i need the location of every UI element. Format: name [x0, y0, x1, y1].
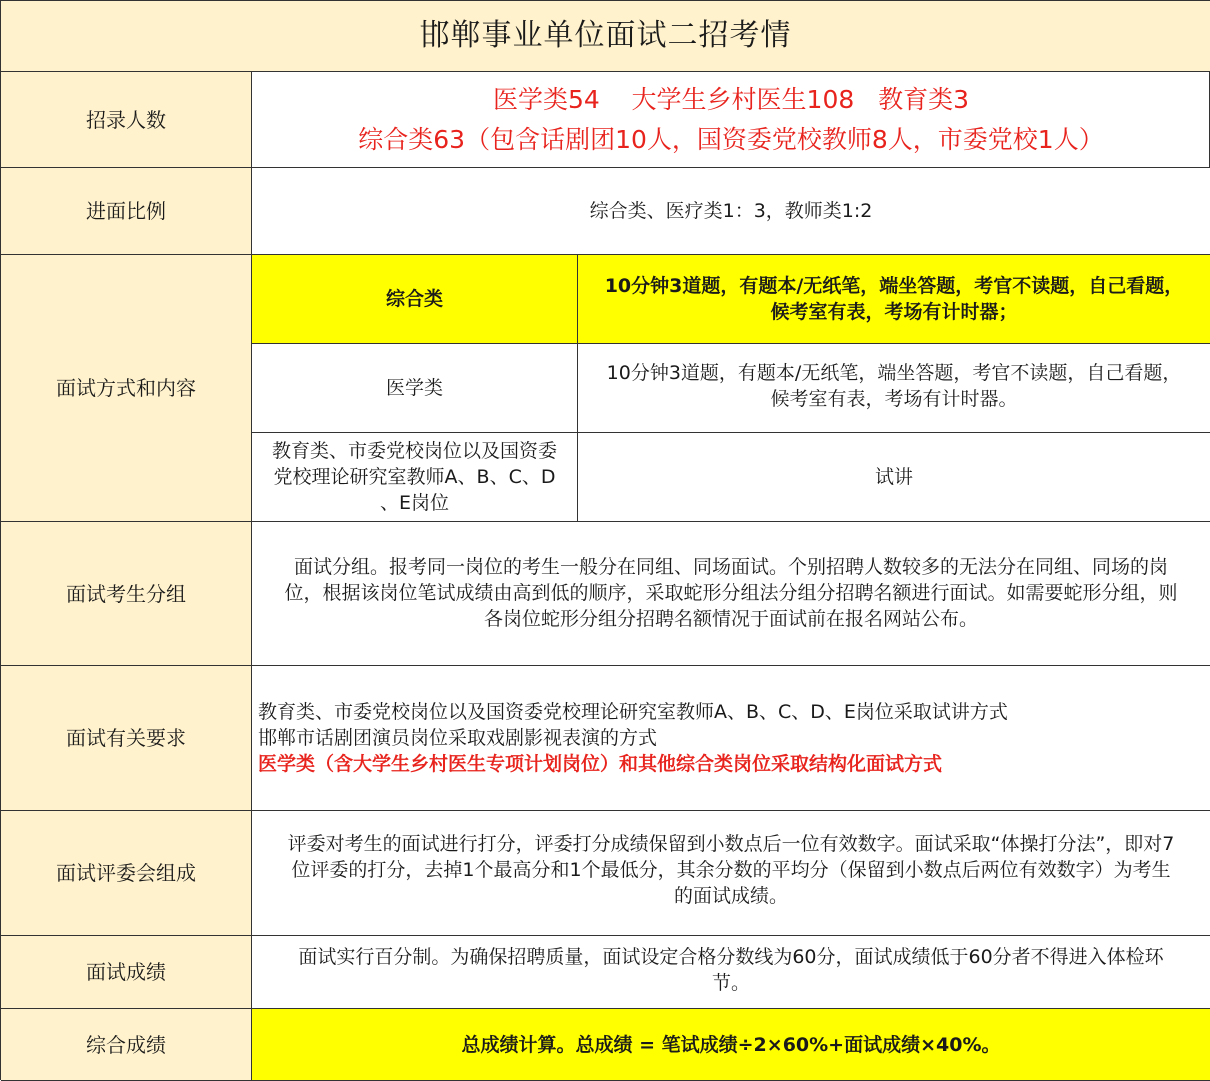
score-label: 面试成绩 — [1, 936, 252, 1009]
requirements-label: 面试有关要求 — [1, 666, 252, 811]
recruit-line-1: 医学类54 大学生乡村医生108 教育类3 — [492, 84, 970, 114]
method-sub-content-2: 10分钟3道题，有题本/无纸笔，端坐答题，考官不读题，自己看题， 候考室有表，考场有计时器。 — [578, 344, 1210, 433]
recruit-value — [252, 72, 1210, 168]
recruit-label: 招录人数 — [1, 72, 252, 168]
title-text: 邯郸事业单位面试二招考情 — [419, 18, 792, 53]
method-sub-name-1: 综合类 — [252, 255, 578, 344]
grouping-label: 面试考生分组 — [1, 522, 252, 666]
method-sub-content-1: 10分钟3道题，有题本/无纸笔，端坐答题，考官不读题，自己看题， 候考室有表，考场有计时器； — [578, 255, 1210, 344]
table-title — [1, 1, 1210, 72]
recruit-line-2: 综合类63（包含话剧团10人，国资委党校教师8人，市委党校1人） — [358, 124, 1104, 154]
total-label: 综合成绩 — [1, 1009, 252, 1081]
total-value: 总成绩计算。总成绩 = 笔试成绩÷2×60%+面试成绩×40%。 — [252, 1009, 1210, 1081]
requirements-highlight: 医学类（含大学生乡村医生专项计划岗位）和其他综合类岗位采取结构化面试方式 — [258, 753, 943, 775]
panel-label: 面试评委会组成 — [1, 811, 252, 936]
method-sub-name-2: 医学类 — [252, 344, 578, 433]
score-value: 面试实行百分制。为确保招聘质量，面试设定合格分数线为60分，面试成绩低于60分者不得进入体检环 节。 — [252, 936, 1210, 1009]
method-sub-content-3: 试讲 — [578, 433, 1210, 522]
grouping-value: 面试分组。报考同一岗位的考生一般分在同组、同场面试。个别招聘人数较多的无法分在同组、同场的岗 位，根据该岗位笔试成绩由高到低的顺序，采取蛇形分组法分组分招聘名额进行面试。如需要蛇形分组，则 各岗位蛇形分组分招聘名额情况于面试前在报名网站公布。 — [252, 522, 1210, 666]
method-sub-name-3: 教育类、市委党校岗位以及国资委 党校理论研究室教师A、B、C、D 、E岗位 — [252, 433, 578, 522]
panel-value: 评委对考生的面试进行打分，评委打分成绩保留到小数点后一位有效数字。面试采取“体操打分法”，即对7 位评委的打分，去掉1个最高分和1个最低分，其余分数的平均分（保留到小数点后两位有效数字）为考生 的面试成绩。 — [252, 811, 1210, 936]
ratio-value: 综合类、医疗类1：3，教师类1:2 — [252, 168, 1210, 255]
method-label: 面试方式和内容 — [1, 255, 252, 522]
ratio-label: 进面比例 — [1, 168, 252, 255]
requirements-value: 教育类、市委党校岗位以及国资委党校理论研究室教师A、B、C、D、E岗位采取试讲方式 邯郸市话剧团演员岗位采取戏剧影视表演的方式 医学类（含大学生乡村医生专项计划岗位）和其他综合类岗位采取结构化面试方式 — [252, 666, 1210, 811]
